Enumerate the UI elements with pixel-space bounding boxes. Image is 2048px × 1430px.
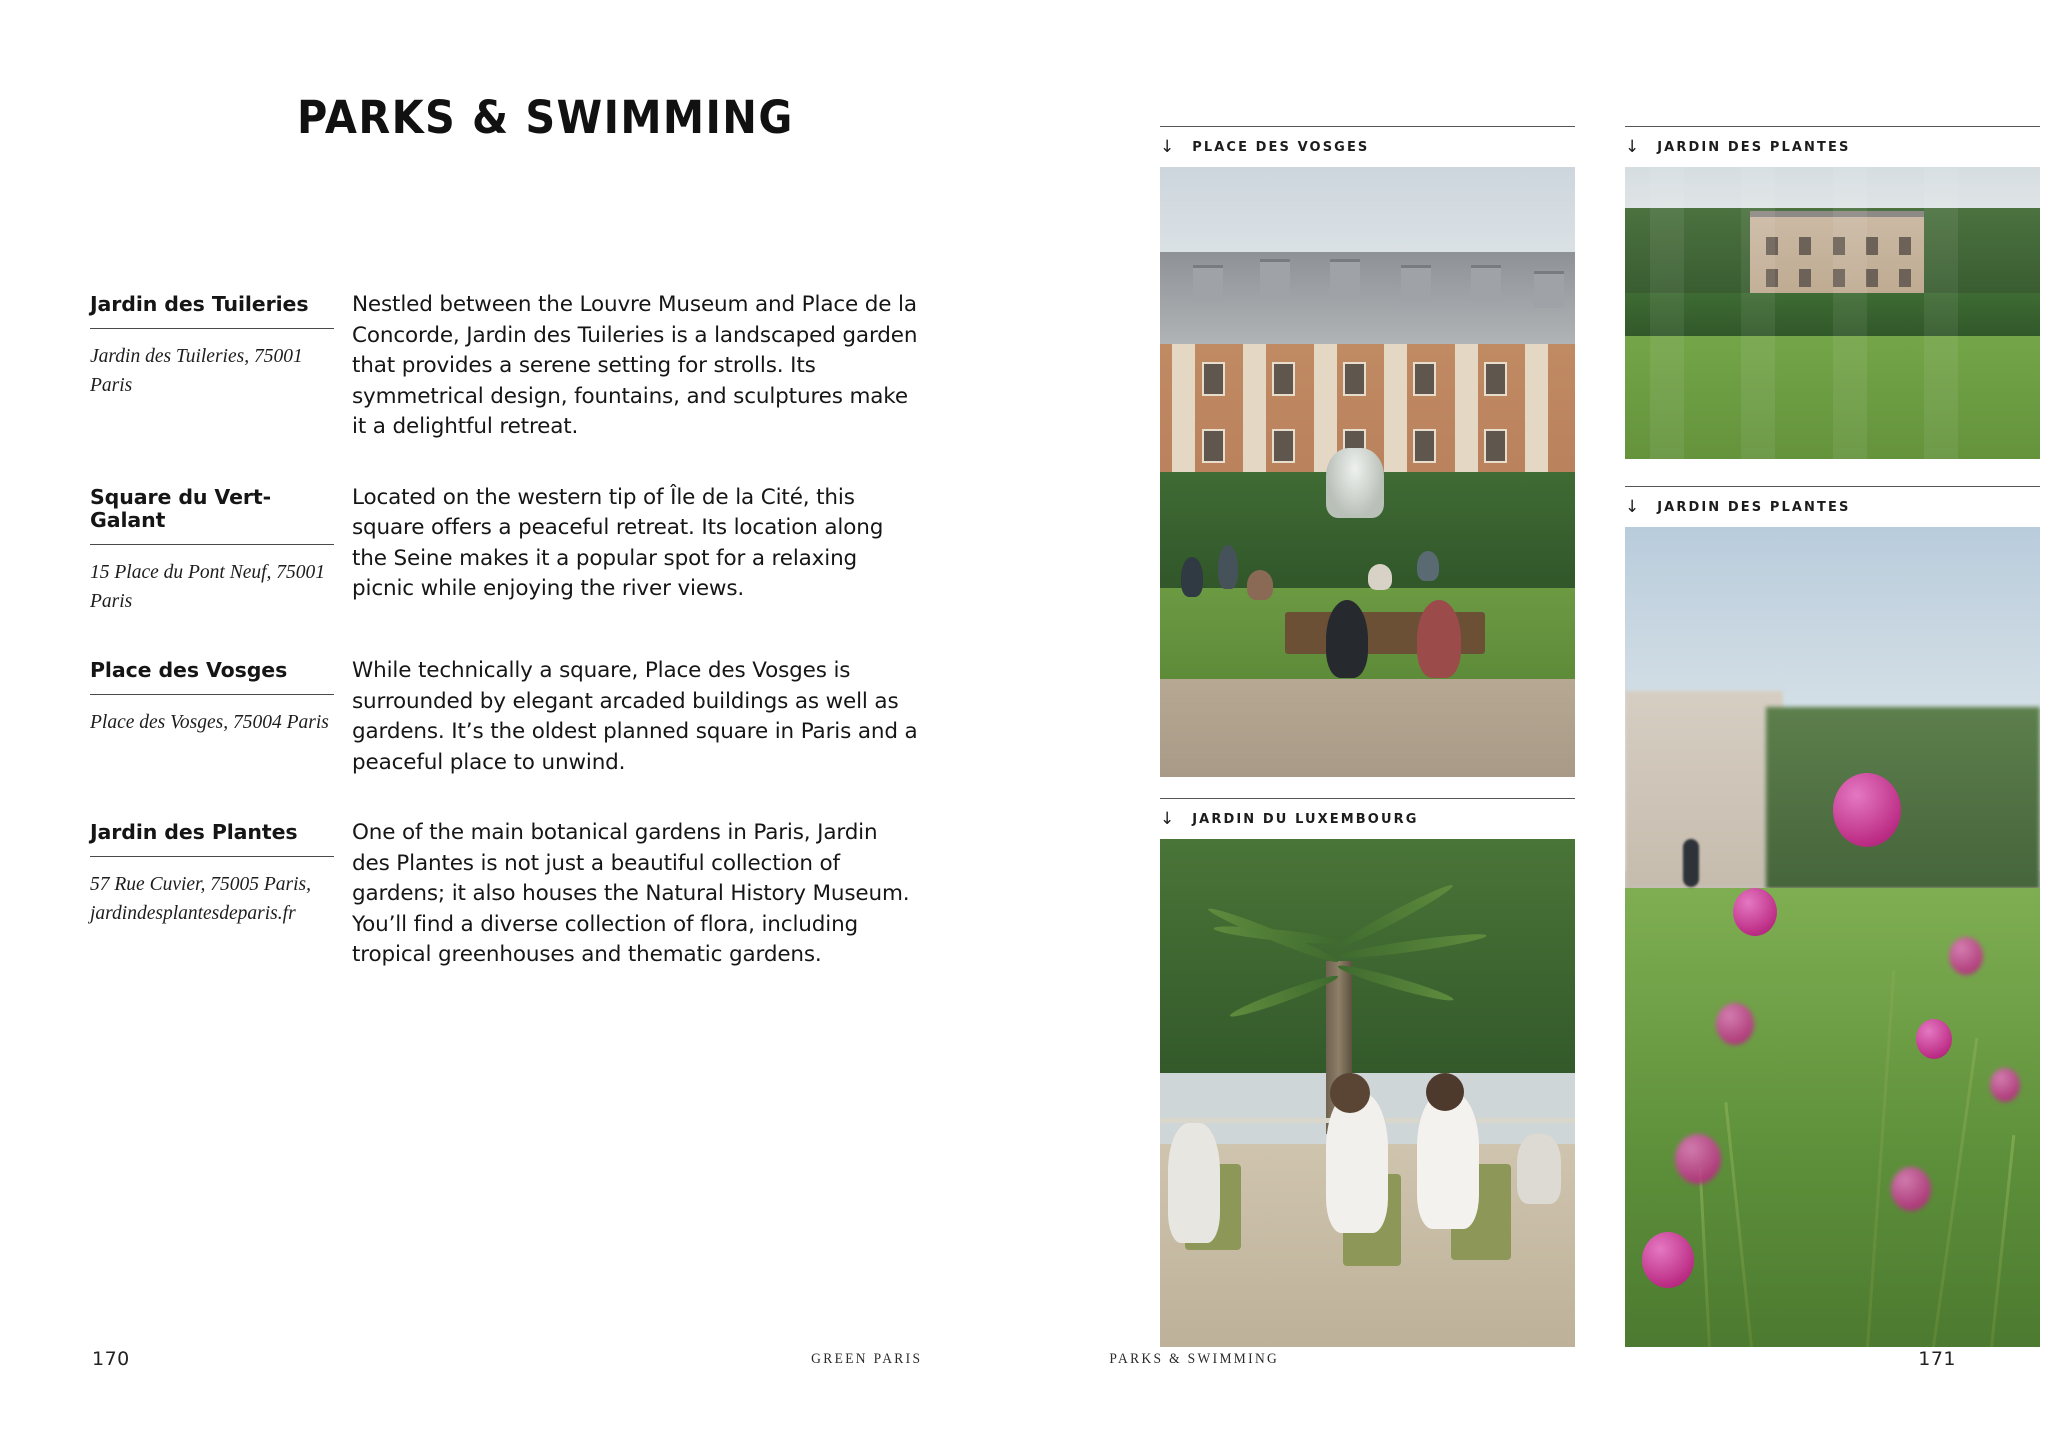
entry-description: One of the main botanical gardens in Paris, Jardin des Plantes is not just a beautiful collection of gardens; it also houses the Natural History Museum. You’ll find a diverse collection of flora, including tropical greenhouses and thematic gardens. bbox=[352, 820, 910, 968]
figure-caption-label: JARDIN DES PLANTES bbox=[1657, 139, 1851, 155]
photo-jardin-des-plantes-lawn bbox=[1625, 167, 2040, 459]
entry-address: Place des Vosges, 75004 Paris bbox=[90, 711, 329, 733]
entry-description: While technically a square, Place des Vosges is surrounded by elegant arcaded buildings as well as gardens. It’s the oldest planned square in Paris and a peaceful place to unwind. bbox=[352, 658, 918, 775]
entry-divider bbox=[90, 856, 334, 857]
entry-meta bbox=[90, 818, 352, 928]
figure-caption-label: JARDIN DES PLANTES bbox=[1657, 499, 1851, 515]
entry-description: Located on the western tip of Île de la Cité, this square offers a peaceful retreat. Its location along the Seine makes it a popular spot for a relaxing picnic while enjoying the river views. bbox=[352, 484, 884, 602]
list-item bbox=[90, 290, 920, 443]
running-head-recto: PARKS & SWIMMING bbox=[1109, 1351, 1280, 1367]
entry-description: Nestled between the Louvre Museum and Place de la Concorde, Jardin des Tuileries is a landscaped garden that provides a serene setting for strolls. Its symmetrical design, fountains, and sculptures make it a delightful retreat. bbox=[352, 292, 918, 440]
figure-place-des-vosges bbox=[1160, 126, 1575, 777]
figure-jardin-des-plantes-flowers bbox=[1625, 486, 2040, 1347]
list-item bbox=[90, 818, 920, 971]
figure-caption bbox=[1625, 126, 2040, 157]
arrow-down-icon: ↓ bbox=[1160, 808, 1175, 829]
entry-meta bbox=[90, 483, 352, 617]
entry-divider bbox=[90, 694, 334, 695]
arrow-down-icon: ↓ bbox=[1625, 136, 1640, 157]
photo-grid bbox=[1120, 110, 2000, 1290]
entry-meta bbox=[90, 656, 352, 737]
entry-divider bbox=[90, 328, 334, 329]
page-number-left: 170 bbox=[92, 1348, 130, 1370]
page-footer bbox=[0, 1348, 2048, 1372]
entry-meta bbox=[90, 290, 352, 400]
page-right bbox=[1024, 0, 2048, 1430]
figure-caption bbox=[1160, 798, 1575, 829]
figure-jardin-des-plantes-lawn bbox=[1625, 126, 2040, 459]
arrow-down-icon: ↓ bbox=[1625, 496, 1640, 517]
entry-name: Jardin des Plantes bbox=[90, 820, 298, 845]
entry-divider bbox=[90, 544, 334, 545]
figure-caption bbox=[1160, 126, 1575, 157]
list-item bbox=[90, 483, 920, 617]
figure-caption-label: JARDIN DU LUXEMBOURG bbox=[1192, 811, 1419, 827]
figure-caption bbox=[1625, 486, 2040, 517]
figure-caption-label: PLACE DES VOSGES bbox=[1192, 139, 1370, 155]
list-item bbox=[90, 656, 920, 778]
figure-jardin-du-luxembourg bbox=[1160, 798, 1575, 1347]
entry-name: Jardin des Tuileries bbox=[90, 292, 309, 316]
photo-place-des-vosges bbox=[1160, 167, 1575, 777]
photo-jardin-du-luxembourg bbox=[1160, 839, 1575, 1347]
entry-address: 15 Place du Pont Neuf, 75001 Paris bbox=[90, 561, 326, 612]
page-number-right: 171 bbox=[1918, 1348, 1956, 1370]
running-head-verso: GREEN PARIS bbox=[811, 1351, 923, 1367]
entry-address: 57 Rue Cuvier, 75005 Paris, jardindesplantesdeparis.fr bbox=[90, 873, 311, 925]
arrow-down-icon: ↓ bbox=[1160, 136, 1175, 157]
entry-name: Square du Vert-Galant bbox=[90, 484, 271, 533]
entry-list bbox=[90, 290, 920, 971]
entry-name: Place des Vosges bbox=[90, 658, 288, 683]
entry-address: Jardin des Tuileries, 75001 Paris bbox=[90, 345, 303, 396]
page-title: PARKS & SWIMMING bbox=[297, 91, 794, 144]
photo-jardin-des-plantes-flowers bbox=[1625, 527, 2040, 1347]
